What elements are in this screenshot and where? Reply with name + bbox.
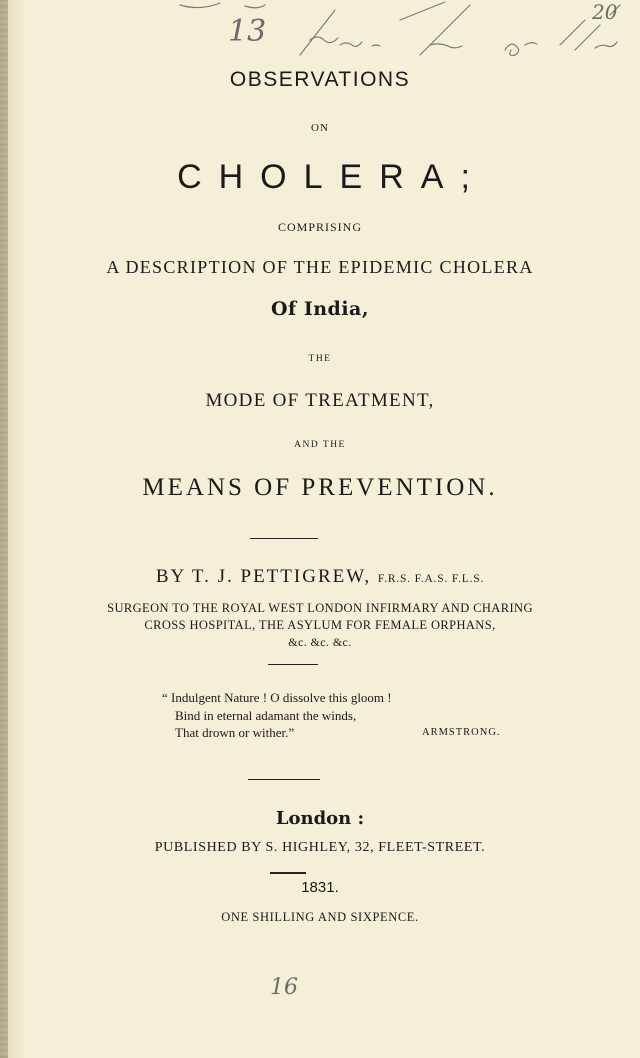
title-and-the: AND THE: [294, 440, 346, 450]
author-credentials: F.R.S. F.A.S. F.L.S.: [377, 573, 485, 585]
title-means-of-prevention: MEANS OF PREVENTION.: [142, 474, 498, 501]
divider-rule-2: [268, 664, 318, 665]
title-the: THE: [308, 354, 332, 364]
author-position-line-1: SURGEON TO THE ROYAL WEST LONDON INFIRMARY AND CHARING: [107, 601, 533, 615]
title-cholera: CHOLERA;: [177, 158, 487, 196]
imprint-city: London :: [275, 808, 365, 829]
title-of-india: Of India,: [271, 298, 369, 320]
handwritten-number-top-left: 13: [228, 14, 267, 49]
epigraph-line-1: “ Indulgent Nature ! O dissolve this gloom !: [162, 690, 392, 705]
divider-rule-1: [250, 538, 318, 539]
handwritten-number-bottom: 16: [270, 975, 298, 1000]
title-mode-of-treatment: MODE OF TREATMENT,: [205, 390, 435, 411]
imprint-price: ONE SHILLING AND SIXPENCE.: [221, 910, 419, 924]
author-position-line-3: &c. &c. &c.: [288, 635, 352, 649]
title-comprising: COMPRISING: [277, 220, 362, 234]
title-on: ON: [311, 122, 329, 134]
epigraph-line-2: Bind in eternal adamant the winds,: [175, 708, 357, 723]
imprint-year: 1831.: [301, 879, 339, 896]
divider-rule-4: [270, 872, 306, 874]
author-name: BY T. J. PETTIGREW,: [155, 566, 372, 587]
author-position-line-2: CROSS HOSPITAL, THE ASYLUM FOR FEMALE ORPHANS,: [144, 618, 496, 632]
divider-rule-3: [248, 779, 320, 780]
imprint-publisher: PUBLISHED BY S. HIGHLEY, 32, FLEET-STREET.: [154, 840, 486, 855]
handwritten-number-top-right: 20: [592, 0, 618, 24]
title-description: A DESCRIPTION OF THE EPIDEMIC CHOLERA: [106, 257, 534, 277]
epigraph-line-3: That drown or wither.”: [175, 725, 295, 740]
pencil-scribbles: [0, 0, 640, 70]
author-line: [0, 566, 640, 588]
epigraph-attribution: ARMSTRONG.: [422, 727, 501, 738]
title-observations: OBSERVATIONS: [229, 68, 411, 91]
